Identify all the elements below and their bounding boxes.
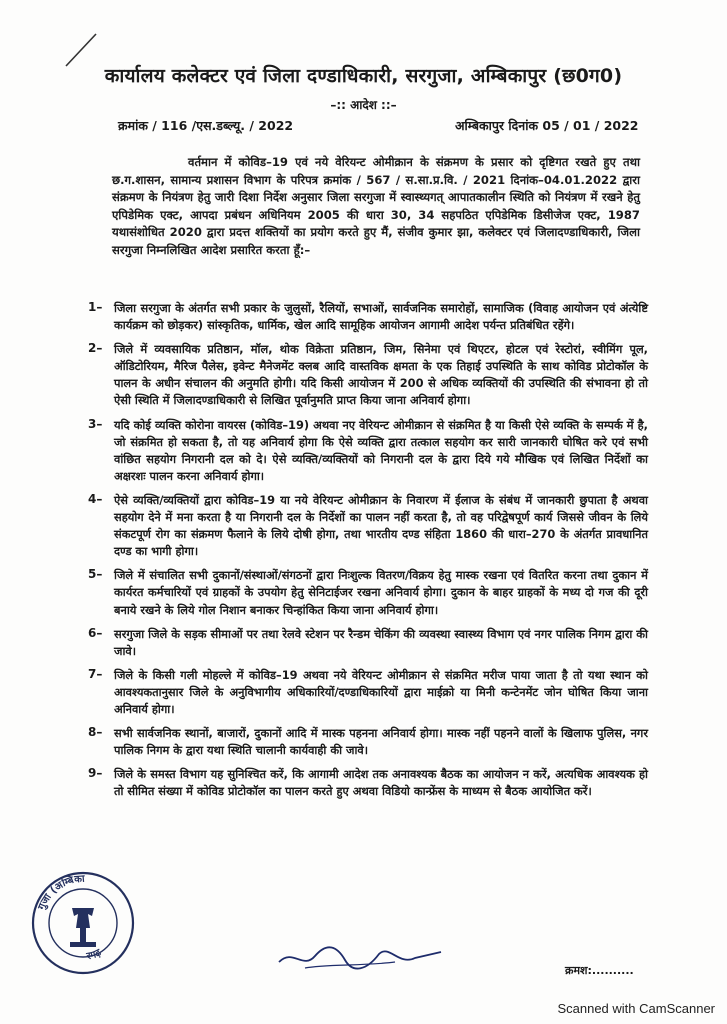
seal-text-bottom: रगढ़ [85,947,104,963]
clause-4 [88,492,648,560]
clause-text: जिले में व्यवसायिक प्रतिष्ठान, मॉल, थोक विक्रेता प्रतिष्ठान, जिम, सिनेमा एवं थिएटर, होटल एवं रेस्टोरां, स्वीमिंग पूल, ऑडिटोरियम, मैरिज पैलेस, इवेन्ट मैनेजमेंट क्लब आदि वास्तविक क्षमता के एक तिहाई उपस्थिति के साथ कोविड प्रोटोकॉल के पालन के अधीन संचालन की अनुमति होगी। यदि किसी आयोजन में 200 से अधिक व्यक्तियों की उपस्थिति की संभावना हो तो ऐसी स्थिति में जिलादण्डाधिकारी से लिखित पूर्वानुमति प्राप्त किया जाना अनिवार्य होगा। [114,342,648,408]
order-heading: –:: आदेश ::– [330,98,397,112]
clause-number: 5– [88,567,103,582]
clause-number: 6– [88,625,103,640]
clause-1 [88,300,648,334]
reference-date: अम्बिकापुर दिनांक 05 / 01 / 2022 [455,118,639,133]
clause-text: सभी सार्वजनिक स्थानों, बाजारों, दुकानों आदि में मास्क पहनना अनिवार्य होगा। मास्क नहीं पहनने वालों के खिलाफ पुलिस, नगर पालिक निगम के द्वारा यथा स्थिति चालानी कार्यवाही की जावे। [114,726,648,758]
clause-number: 7– [88,666,103,681]
clause-number: 4– [88,491,103,506]
clause-5 [88,567,648,618]
clause-text: ऐसे व्यक्ति/व्यक्तियों द्वारा कोविड–19 या नये वेरियन्ट ओमीक्रान के निवारण में ईलाज के संबंध में जानकारी छुपाता है अथवा सहयोग देने में मना करता है या निगरानी दल के निर्देशों का पालन नहीं करता है, तो वह परिद्वेषपूर्ण कार्य जिससे जीवन के लिये संकटपूर्ण रोग का संक्रमण फैलाने के लिये दोषी होगा, तथा भारतीय दण्ड संहिता 1860 की धारा–270 के अंतर्गत प्रावधानित दण्ड का भागी होगा। [114,492,648,559]
clause-3 [88,417,648,485]
clause-text: सरगुजा जिले के सड़क सीमाओं पर तथा रेलवे स्टेशन पर रैन्डम चेकिंग की व्यवस्था स्वास्थ्य विभाग एवं नगर पालिक निगम द्वारा की जावे। [114,626,648,658]
clause-text: जिले के किसी गली मोहल्ले में कोविड–19 अथवा नये वेरियन्ट ओमीक्रान से संक्रमित मरीज पाया जाता है तो यथा स्थान को आवश्यकतानुसार जिले के अनुविभागीय अधिकारियों/दण्डाधिकारियों द्वारा माईक्रो या मिनी कन्टेनमेंट जोन घोषित किया जाना अनिवार्य होगा। [114,667,648,716]
clause-8 [88,725,648,759]
svg-text:रगढ़ [85,947,104,962]
clause-text: जिला सरगुजा के अंतर्गत सभी प्रकार के जुलुसों, रैलियों, सभाओं, सार्वजनिक समारोहों, सामाजिक (विवाह आयोजन एवं अंत्येष्टि कार्यक्रम को छोड़कर) सांस्कृतिक, धार्मिक, खेल आदि सामूहिक आयोजन आगामी आदेश पर्यन्त प्रतिबंधित रहेंगे। [114,301,648,333]
clause-6 [88,626,648,660]
seal-text-top: गुजा (अम्बिका [36,873,86,912]
clause-9 [88,766,648,800]
scanner-watermark: Scanned with CamScanner [557,1001,715,1016]
clause-number: 1– [88,300,103,314]
clause-number: 9– [88,766,103,781]
clause-number: 3– [88,416,103,431]
signature-icon [275,940,445,976]
clause-text: जिले में संचालित सभी दुकानों/संस्थाओं/संगठनों द्वारा निःशुल्क वितरण/विक्रय हेतु मास्क रखना एवं वितरित करना तथा दुकान में कार्यरत कर्मचारियों एवं ग्राहकों के उपयोग हेतु सेनिटाईजर रखना अनिवार्य होगा। दुकान के बाहर ग्राहकों के मध्य दो गज की दूरी बनाये रखने के लिये गोल निशान बनाकर चिन्हांकित किया जाना अनिवार्य होगा। [114,568,648,617]
reference-number: क्रमांक / 116 /एस.डब्ल्यू. / 2022 [118,118,294,133]
clause-number: 2– [88,341,103,356]
office-title: कार्यालय कलेक्टर एवं जिला दण्डाधिकारी, सरगुजा, अम्बिकापुर (छ0ग0) [104,65,623,87]
clause-number: 8– [88,725,103,740]
clause-text: जिले के समस्त विभाग यह सुनिश्चित करें, कि आगामी आदेश तक अनावश्यक बैठक का आयोजन न करें, अत्यधिक आवश्यक हो तो सीमित संख्या में कोविड प्रोटोकॉल का पालन करते हुए अथवा विडियो कान्फ्रेंस के माध्यम से बैठक आयोजित करें। [114,767,648,799]
order-clauses [88,300,648,807]
clause-text: यदि कोई व्यक्ति कोरोना वायरस (कोविड–19) अथवा नए वेरियन्ट ओमीक्रान से संक्रमित है या किसी ऐसे व्यक्ति के सम्पर्क में है, जो संक्रमित हो सकता है, तो यह अनिवार्य होगा कि ऐसे व्यक्ति द्वारा तत्काल सहयोग कर सारी जानकारी घोषित करे एवं सभी वांछित सहयोग निगरानी दल को दे। ऐसे व्यक्ति/व्यक्तियों को निगरानी दल के द्वारा दिये गये मौखिक एवं लिखित निर्देशों का अक्षरशः पालन करना अनिवार्य होगा। [114,417,648,483]
continued-marker: क्रमश:.......... [565,964,634,977]
clause-7 [88,667,648,718]
official-seal-icon [28,868,138,978]
clause-2 [88,341,648,409]
intro-paragraph: वर्तमान में कोविड–19 एवं नये वेरियन्ट ओमीक्रान के संक्रमण के प्रसार को दृष्टिगत रखते हुए तथा छ.ग.शासन, सामान्य प्रशासन विभाग के परिपत्र क्रमांक / 567 / स.सा.प्र.वि. / 2021 दिनांक–04.01.2022 द्वारा संक्रमण के नियंत्रण हेतु जारी दिशा निर्देश अनुसार जिला सरगुजा में स्वास्थ्यगत् आपातकालीन स्थिति को नियंत्रण में रखने हेतु एपिडेमिक एक्ट, आपदा प्रबंधन अधिनियम 2005 की धारा 30, 34 सहपठित एपिडेमिक डिसीजेज एक्ट, 1987 यथासंशोधित 2020 द्वारा प्रदत्त शक्तियों का प्रयोग करते हुए मैं, संजीव कुमार झा, कलेक्टर एवं जिलादण्डाधिकारी, जिला सरगुजा निम्नलिखित आदेश प्रसारित करता हूँ:– [112,155,640,257]
